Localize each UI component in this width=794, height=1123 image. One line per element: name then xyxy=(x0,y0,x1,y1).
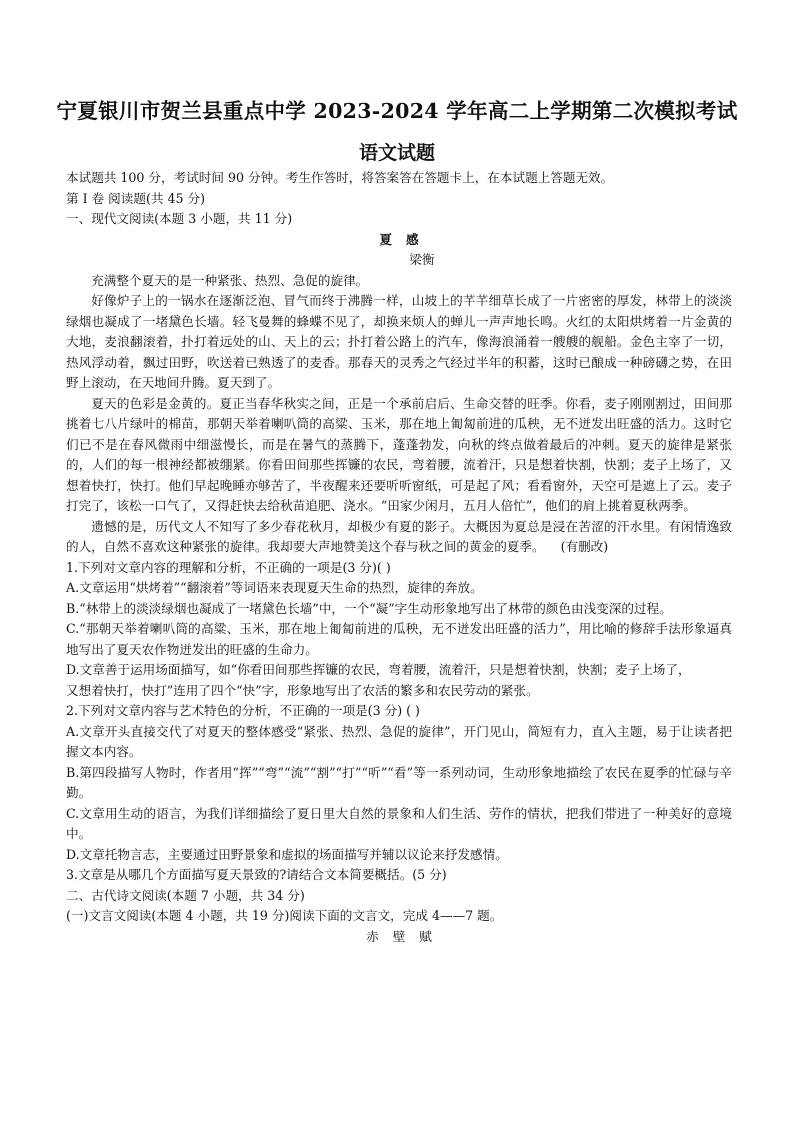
question-2-option-a: A.文章开头直接交代了对夏天的整体感受“紧张、热烈、急促的旋律”，开门见山，简短有力，直入主题，易于让读者把握文本内容。 xyxy=(66,723,732,759)
section-heading-1: 一、现代文阅读(本题 3 小题，共 11 分) xyxy=(66,211,293,226)
question-1-stem: 1.下列对文章内容的理解和分析，不正确的一项是(3 分)( ) xyxy=(66,559,391,575)
essay-paragraph-4 xyxy=(66,517,732,558)
exam-body xyxy=(66,168,732,947)
question-1-option-a: A.文章运用“烘烤着”“翻滚着”等词语来表现夏天生命的热烈，旋律的奔放。 xyxy=(66,580,483,595)
essay-note: (有删改) xyxy=(560,539,609,554)
essay-author: 梁衡 xyxy=(409,252,435,267)
question-1-option-d-line2: 又想着快打，快打”连用了四个“快”字，形象地写出了农活的繁多和农民劳动的紧张。 xyxy=(66,682,539,698)
question-1-option-d-line1: D.文章善于运用场面描写，如“你看田间那些挥镰的农民，弯着腰，流着汗，只是想着快割，快割；麦子上场了， xyxy=(66,662,691,677)
question-2-option-b: B.第四段描写人物时，作者用“挥”“弯”“流”“割”“打”“听”“看”等一系列动词，生动形象地描绘了农民在夏季的忙碌与辛勤。 xyxy=(66,764,732,800)
exam-title: 宁夏银川市贺兰县重点中学 2023-2024 学年高二上学期第二次模拟考试 xyxy=(56,99,738,123)
section-heading-2: 二、古代诗文阅读(本题 7 小题，共 34 分) xyxy=(66,887,305,903)
exam-subtitle: 语文试题 xyxy=(358,142,435,164)
question-1-option-c: C.“那朝天举着喇叭筒的高粱、玉米，那在地上匍匐前进的瓜秧，无不迸发出旺盛的活力”，用比喻的修辞手法形象逼真地写出了夏天农作物迸发出的旺盛的生命力。 xyxy=(66,621,732,657)
essay-title: 夏感 xyxy=(379,231,433,247)
question-3-stem: 3.文章是从哪几个方面描写夏天景致的?请结合文本简要概括。(5 分) xyxy=(66,867,447,882)
question-2-option-d: D.文章托物言志，主要通过田野景象和虚拟的场面描写并辅以议论来抒发感情。 xyxy=(66,846,508,862)
essay-paragraph-2: 好像炉子上的一锅水在逐渐泛泡、冒气而终于沸腾一样，山坡上的芊芊细草长成了一片密密的厚发，林带上的淡淡绿烟也凝成了一堵黛色长墙。轻飞曼舞的蜂蝶不见了，却换来烦人的蝉儿一声声地长鸣。火红的太阳烘烤着一片金黄的大地，麦浪翻滚着，扑打着远处的山、天上的云；扑打着公路上的汽车，像海浪涌着一艘艘的舰船。金色主宰了一切，热风浮动着，飘过田野，吹送着已熟透了的麦香。那春天的灵秀之气经过半年的积蓄，这时已酿成一种磅礴之势，在田野上滚动，在天地间升腾。夏天到了。 xyxy=(66,293,732,390)
exam-instructions: 本试题共 100 分，考试时间 90 分钟。考生作答时，将答案答在答题卡上，在本试题上答题无效。 xyxy=(66,170,614,185)
subsection-heading: (一)文言文阅读(本题 4 小题，共 19 分)阅读下面的文言文，完成 4——7 题。 xyxy=(66,908,503,923)
question-2-option-c: C.文章用生动的语言，为我们详细描绘了夏日里大自然的景象和人们生活、劳作的情状，把我们带进了一种美好的意境中。 xyxy=(66,805,732,841)
question-2-stem: 2.下列对文章内容与艺术特色的分析，不正确的一项是(3 分) ( ) xyxy=(66,703,420,718)
essay-paragraph-3: 夏天的色彩是金黄的。夏正当春华秋实之间，正是一个承前启后、生命交替的旺季。你看，麦子刚刚割过，田间那挑着七八片绿叶的棉苗，那朝天举着喇叭筒的高粱、玉米，那在地上匍匐前进的瓜秧，无不迸发出旺盛的活力。这时它们已不是在春风微雨中细滋慢长，而是在暑气的蒸腾下，蓬蓬勃发，向秋的终点做着最后的冲刺。夏天的旋律是紧张的，人们的每一根神经都被绷紧。你看田间那些挥镰的农民，弯着腰，流着汗，只是想着快割，快割；麦子上场了，又想着快打，快打。他们早起晚睡亦够苦了，半夜醒来还要听听窗纸，可是起了风；看看窗外，天空可是遮上了云。麦子打完了，该松一口气了，又得赶快去给秋苗追肥、浇水。“田家少闲月，五月人倍忙”，他们的肩上挑着夏秋两季。 xyxy=(66,395,732,513)
essay-paragraph-1: 充满整个夏天的是一种紧张、热烈、急促的旋律。 xyxy=(91,272,369,288)
part-heading: 第 I 卷 阅读题(共 45 分) xyxy=(66,190,205,206)
question-1-option-b: B.“林带上的淡淡绿烟也凝成了一堵黛色长墙”中，一个“凝”字生动形象地写出了林带的颜色由浅变深的过程。 xyxy=(66,600,672,616)
essay-paragraph-4-text: 遗憾的是，历代文人不知写了多少春花秋月，却极少有夏的影子。大概因为夏总是浸在苦涩的汗水里。有闲情逸致的人，自然不喜欢这种紧张的旋律。我却要大声地赞美这个春与秋之间的黄金的夏季。 xyxy=(66,518,732,554)
next-essay-title: 赤壁赋 xyxy=(366,928,446,944)
